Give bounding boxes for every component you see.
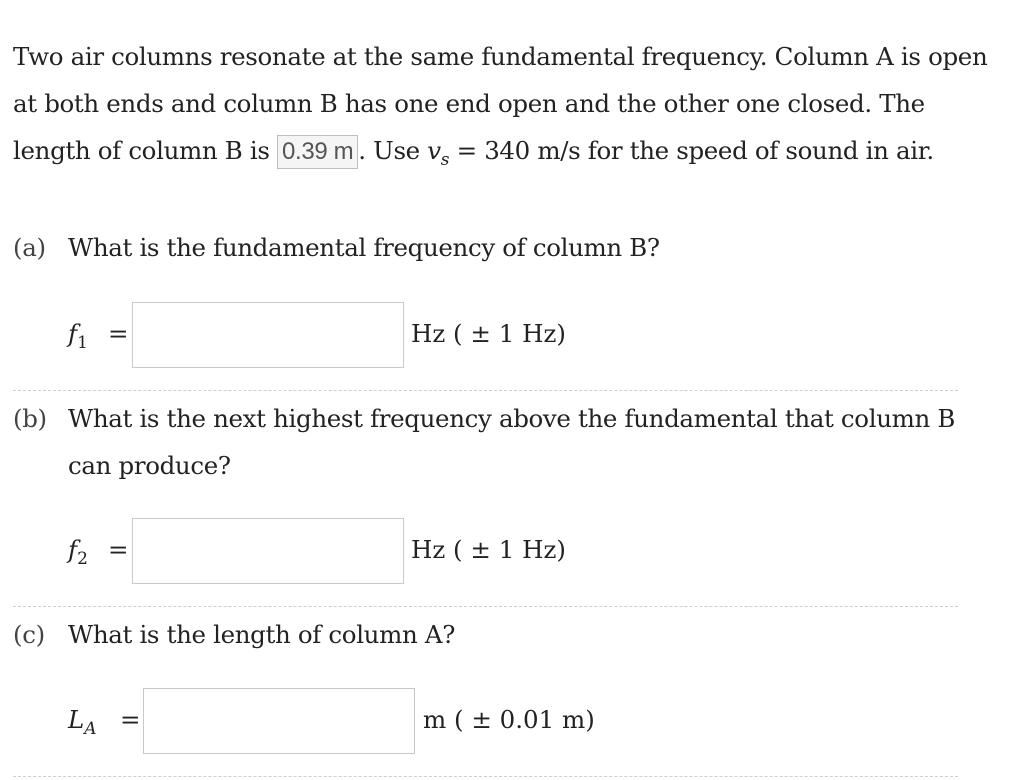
part-a-equals: = [108, 319, 129, 348]
part-b-text: What is the next highest frequency above the fundamental that column B can produce? [68, 404, 956, 480]
part-a-letter: (a) [13, 233, 46, 262]
part-c-letter: (c) [13, 620, 45, 649]
part-c-equals: = [120, 705, 141, 734]
part-b-unit: Hz ( ± 1 Hz) [411, 535, 566, 564]
divider [13, 390, 958, 391]
divider [13, 606, 958, 607]
part-a-answer-input[interactable] [132, 302, 404, 368]
column-b-length-value: 0.39 m [277, 135, 358, 169]
part-a-variable: $f_1$ [68, 319, 88, 353]
part-b-variable: $f_2$ [68, 535, 88, 569]
part-b-question [13, 395, 1013, 489]
part-c-question [13, 611, 1013, 658]
part-c-text: What is the length of column A? [68, 620, 455, 649]
speed-symbol-subscript: s [440, 150, 450, 170]
part-c-unit: m ( ± 0.01 m) [423, 705, 595, 734]
part-b-letter: (b) [13, 404, 47, 433]
intro-text-2: . Use [358, 136, 428, 165]
part-a-text: What is the fundamental frequency of column B? [68, 233, 660, 262]
divider [13, 776, 958, 777]
speed-symbol: v [427, 136, 441, 165]
part-a-answer-row [0, 302, 1024, 370]
part-b-answer-input[interactable] [132, 518, 404, 584]
part-c-variable: $L_A$ [68, 705, 97, 739]
part-c-answer-input[interactable] [143, 688, 415, 754]
intro-text-3: = 340 m/s for the speed of sound in air. [449, 136, 934, 165]
part-b-answer-row [0, 518, 1024, 586]
part-b-equals: = [108, 535, 129, 564]
part-c-answer-row [0, 688, 1024, 756]
intro-text-1: Two air columns resonate at the same fundamental frequency. Column A is open at both ends and column B has one end open and the other one closed. The length of column B is [13, 42, 988, 165]
part-a-question [13, 224, 1013, 271]
part-a-unit: Hz ( ± 1 Hz) [411, 319, 566, 348]
problem-statement [13, 33, 1003, 178]
